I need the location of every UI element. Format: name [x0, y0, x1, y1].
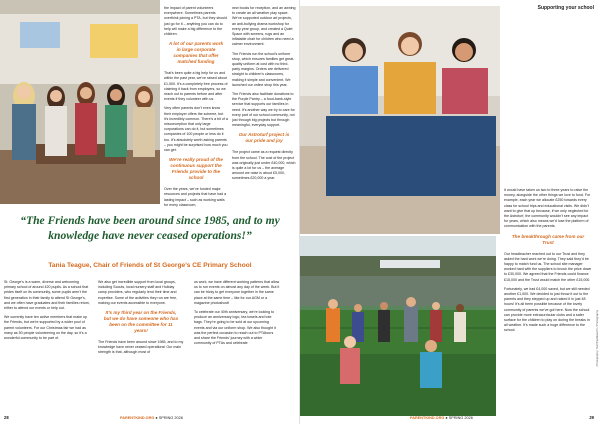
paragraph: Over the years, we’ve funded major resources and projects that have had a lasting impact – such as working walls for every classroom, [164, 187, 227, 207]
right-page [300, 0, 600, 424]
paragraph: It would have taken us two to three years to raise the money, alongside the other things we love to fund. For example, each year we allocate £250 towards every class for school trips and educational visits. We didn’t want to give that up because, if we only neglected for the Astroturf, the community wouldn’t see any impact for years, which also means we’d lose the platform of communication with the parents. [504, 188, 591, 229]
paragraph: the impact of parent volunteers everywhere. Sometimes parents overthink joining a PTA, but they should just go for it – anything you can do to help will make a big difference to the children. [164, 6, 228, 37]
group-photo-image [0, 0, 160, 204]
footer-issue-date: SPRING 2026 [158, 416, 183, 420]
left-bottom-column-3 [194, 280, 280, 350]
footer-org: PARENTKIND.ORG [120, 416, 155, 420]
paragraph: The Friends also facilitate donations to the Purple Pantry – a food-bank-style service that supports our families in need. It’s another way we try to care for every part of our school community, not just through big projects but through meaningful, everyday support. [232, 92, 295, 128]
children-photo [300, 6, 500, 234]
page-number: 28 [4, 415, 9, 420]
footer-issue-date: SPRING 2026 [448, 416, 473, 420]
pull-quote: We’re really proud of the continuous support the Friends provide to the school [169, 157, 223, 181]
pull-quote: A lot of our parents work in large corporate companies that offer matched funding [168, 41, 224, 65]
left-top-column-1 [164, 6, 228, 212]
astroturf-photo [300, 236, 496, 416]
paragraph: The project came as a request directly from the school. The cost of the project was originally just under £40,000, which is quite a lot for us – the average amount we raise is about £5,000, sometimes £20,000 a year. [232, 150, 296, 181]
paragraph: We also get incredible support from local groups, including Scouts, local nursery staff and Holiday camp providers, who regularly lend their time and expertise. Some of the activities they run are free, making our events accessible to everyone. [98, 280, 178, 305]
left-bottom-column-2 [98, 280, 184, 360]
footer-issue [410, 416, 473, 420]
footer-bullet: ● [155, 416, 159, 420]
paragraph: us work, we have different working patterns that allow us to run events on almost any day of the week. But it can be tricky to get everyone together in the same place at the same time – like for our AGM or a magazine photoshoot! [194, 280, 280, 305]
section-label: Supporting your school [537, 5, 594, 11]
paragraph: St. George’s is a warm, diverse and welcoming primary school of around 420 pupils. As a school that prides itself on its community, some pupils aren’t the first generation in their family to attend St George’s, and we often have graduates and their families return, either to attend our events or help out. [4, 280, 90, 311]
paragraph: The Friends run the school’s uniform shop, which ensures families get great-quality uniform at cost with no third-party margins. Orders are delivered straight to children’s classrooms, making it simple and convenient. We launched our online shop this year. [232, 51, 295, 87]
group-photo [0, 0, 160, 204]
footer-bullet: ● [445, 416, 449, 420]
paragraph: We currently have ten active members that make up the Friends, but we’re supported by a wider pool of parent volunteers. For our Christmas fair we had as many as 50 people volunteering on the day, so it’s a wonderful community to be part of. [4, 315, 88, 341]
children-photo-image [300, 6, 500, 234]
quote-attribution: Tania Teague, Chair of Friends of St George’s CE Primary School [48, 262, 252, 269]
pull-quote: The breakthrough came from our Trust [511, 233, 585, 245]
page-number: 29 [589, 415, 594, 420]
pull-quote: Our Astroturf project is our pride and joy [238, 132, 290, 144]
feature-quote: “The Friends have been around since 1985, and to my knowledge have never ceased operations!” [20, 214, 280, 242]
pull-quote: It’s my third year on the Friends, but we do have someone who has been on the committee for 11 years! [103, 310, 179, 334]
footer-issue [120, 416, 183, 420]
left-bottom-column-1 [4, 280, 90, 345]
paragraph: Very often parents don’t even know their employer offers the scheme, but it’s incredibly common. There’s a bit of a misconception that only large corporations can do it, but sometimes companies of 100 people or less do it too. It’s absolutely worth asking parents – you might be surprised how much you can get. [164, 106, 228, 153]
footer-org: PARENTKIND.ORG [410, 416, 445, 420]
paragraph: Fortunately, we had £4,000 saved, but we still needed another £1,000. We decided to just throw it out to the parents and they stepped up and raised it in just 48 hours! It’s all been possible because of the lovely community of parents we’ve got here. Now the school can provide more extracurricular clubs and a safer surface for the children to play on during the breaks in all weather. It’s made such a huge difference to the school. [504, 286, 590, 333]
left-top-column-2 [232, 6, 296, 186]
paragraph: new books for reception, and an awning to create an all weather play space. We’ve supported outdoor art projects, an anti-bullying drama workshop for every year group, and created a Quiet Space with screens, rugs and an inflatable chair for children who need a calmer environment. [232, 6, 296, 47]
astroturf-photo-image [300, 236, 496, 416]
paragraph: The Friends have been around since 1985, and to my knowledge have never ceased operations! Our main strength is that, although most of [98, 340, 184, 355]
paragraph: To celebrate our 40th anniversary, we’re looking to produce an anniversary logo, tea towels and tote bags. They’re going to be sold at our upcoming events and via our uniform shop. We also thought it was the perfect occasion to reach out to PTAtours and share the Friends’ journey with a wider community of PTAs and celebrate [194, 310, 276, 346]
paragraph: Our headteacher reached out to our Trust and they asked the hard work we’re doing. They said they’d be happy to match fund us. The school site manager worked hard with the suppliers to knock the price down to £30,000. We agreed that the Friends could finance £15,000 and the Trust would match the other £15,000. [504, 251, 592, 282]
paragraph: That’s been quite a big help for us and within the past year, we’ve raised about £1,500. It’s a completely free process of claiming it back from employers, so we reach out to parents before and after events if they volunteer with us. [164, 71, 228, 102]
right-column [504, 188, 592, 338]
photo-credit: Photography: Ted Shuttleworth / Photography [595, 310, 599, 367]
